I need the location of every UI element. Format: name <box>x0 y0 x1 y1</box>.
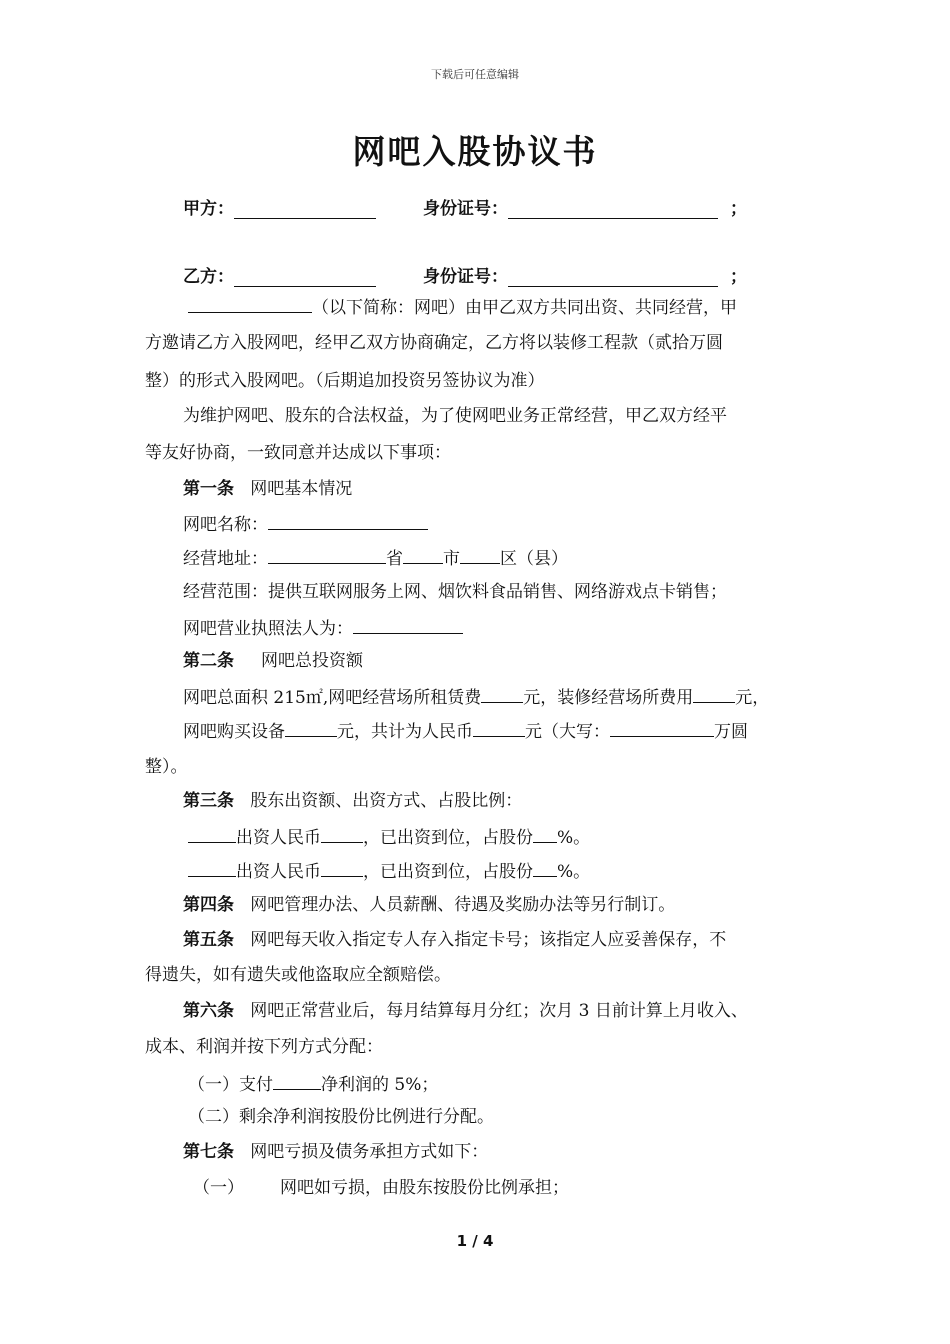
article-6 <box>183 999 748 1023</box>
address-blank-2 <box>403 545 443 564</box>
shareholder-1-text-a: 出资人民币 <box>236 828 321 848</box>
shareholder-line-1 <box>188 824 590 850</box>
article-2-line-2 <box>183 718 748 744</box>
legal-person-line <box>183 615 463 641</box>
article-5-text-1: 网吧每天收入指定专人存入指定卡号；该指定人应妥善保存，不 <box>250 930 727 950</box>
party-a-id-label: 身份证号： <box>423 199 508 219</box>
article-2-label: 第二条 <box>183 651 234 671</box>
netbar-name-label: 网吧名称： <box>183 515 268 535</box>
shareholder-2-text-c: %。 <box>557 862 591 882</box>
address-province: 省 <box>386 549 403 569</box>
rent-blank <box>481 684 523 703</box>
party-b-label: 乙方： <box>183 267 234 287</box>
address-blank-3 <box>460 545 500 564</box>
shareholder-1-share-blank <box>533 824 557 843</box>
address-city: 市 <box>443 549 460 569</box>
shareholder-2-amount-blank <box>321 858 363 877</box>
shareholder-1-amount-blank <box>321 824 363 843</box>
intro-line-5: 等友好协商，一致同意并达成以下事项： <box>145 443 451 463</box>
shareholder-2-text-a: 出资人民币 <box>236 862 321 882</box>
article-2-text-1c: 元， <box>735 688 770 708</box>
article-3-title: 股东出资额、出资方式、占股比例： <box>250 791 523 811</box>
article-1-label: 第一条 <box>183 479 234 499</box>
shareholder-2-share-blank <box>533 858 557 877</box>
article-6-item-1-text-b: 净利润的 5%； <box>321 1075 439 1095</box>
article-6-item-2: （二）剩余净利润按股份比例进行分配。 <box>188 1107 494 1127</box>
article-5 <box>183 928 726 952</box>
renovation-blank <box>693 684 735 703</box>
shareholder-2-name-blank <box>188 858 236 877</box>
management-fee-blank <box>273 1071 321 1090</box>
article-7-title: 网吧亏损及债务承担方式如下： <box>250 1142 489 1162</box>
article-1-title: 网吧基本情况 <box>250 479 353 499</box>
netbar-name-blank <box>188 294 312 313</box>
article-3-heading <box>183 789 522 813</box>
address-line <box>183 545 568 571</box>
document-title: 网吧入股协议书 <box>352 132 598 171</box>
party-b-end: ； <box>730 267 747 287</box>
address-blank-1 <box>268 545 386 564</box>
article-2-text-1b: 元，装修经营场所费用 <box>523 688 694 708</box>
intro-line-4: 为维护网吧、股东的合法权益，为了使网吧业务正常经营，甲乙双方经平 <box>183 406 727 426</box>
article-2-text-2d: 万圆 <box>714 722 748 742</box>
article-7-label: 第七条 <box>183 1142 234 1162</box>
article-2-title: 网吧总投资额 <box>261 651 364 671</box>
party-a-row <box>183 194 747 219</box>
intro-line-1 <box>188 294 737 320</box>
article-6-line-2: 成本、利润并按下列方式分配： <box>145 1037 383 1057</box>
article-3-label: 第三条 <box>183 791 234 811</box>
article-6-label: 第六条 <box>183 1001 234 1021</box>
page-number: 1 / 4 <box>456 1232 494 1250</box>
article-5-line-2: 得遗失，如有遗失或他盗取应全额赔偿。 <box>145 965 451 985</box>
article-2-heading <box>183 649 363 673</box>
equipment-blank <box>285 718 337 737</box>
party-a-id-field <box>423 194 718 219</box>
shareholder-line-2 <box>188 858 590 884</box>
article-7-item-1-text-a: （一） <box>193 1178 244 1198</box>
article-2-text-1a: 网吧总面积 215㎡,网吧经营场所租赁费 <box>183 688 482 708</box>
intro-line-2: 方邀请乙方入股网吧，经甲乙双方协商确定，乙方将以装修工程款（贰拾万圆 <box>145 333 723 353</box>
total-blank <box>473 718 525 737</box>
legal-person-label: 网吧营业执照法人为： <box>183 619 353 639</box>
article-2-text-2c: 元（大写： <box>525 722 610 742</box>
article-1-heading <box>183 477 352 501</box>
party-b-id-label: 身份证号： <box>423 267 508 287</box>
article-7-item-1-text-b: 网吧如亏损，由股东按股份比例承担； <box>280 1178 569 1198</box>
article-2-line-3: 整）。 <box>145 757 188 777</box>
netbar-name-field-blank <box>268 511 428 530</box>
party-a-end: ； <box>730 199 747 219</box>
shareholder-2-text-b: ，已出资到位，占股份 <box>363 862 533 882</box>
article-5-label: 第五条 <box>183 930 234 950</box>
total-capital-blank <box>610 718 714 737</box>
party-a-id-blank <box>508 200 718 219</box>
intro-line-3: 整）的形式入股网吧。（后期追加投资另签协议为准） <box>145 371 545 391</box>
shareholder-1-text-c: %。 <box>557 828 591 848</box>
party-b-name-blank <box>234 268 376 287</box>
article-4-text: 网吧管理办法、人员薪酬、待遇及奖励办法等另行制订。 <box>250 895 676 915</box>
legal-person-blank <box>353 615 463 634</box>
party-b-id-blank <box>508 268 718 287</box>
article-2-line-1 <box>183 684 769 710</box>
party-a-label: 甲方： <box>183 199 234 219</box>
article-7-item-1 <box>193 1176 569 1200</box>
shareholder-1-name-blank <box>188 824 236 843</box>
party-b-id-field <box>423 262 718 287</box>
article-2-text-2b: 元，共计为人民币 <box>337 722 473 742</box>
party-b-row <box>183 262 747 287</box>
article-4 <box>183 893 675 917</box>
party-a-name-blank <box>234 200 376 219</box>
netbar-name-line <box>183 511 428 537</box>
article-7-heading <box>183 1140 488 1164</box>
intro-text-1: （以下简称：网吧）由甲乙双方共同出资、共同经营，甲 <box>312 298 737 318</box>
article-2-text-2a: 网吧购买设备 <box>183 722 285 742</box>
header-note: 下载后可任意编辑 <box>431 68 519 81</box>
article-4-label: 第四条 <box>183 895 234 915</box>
business-scope-line: 经营范围：提供互联网服务上网、烟饮料食品销售、网络游戏点卡销售； <box>183 582 727 602</box>
address-district: 区（县） <box>500 549 568 569</box>
article-6-text-1: 网吧正常营业后，每月结算每月分红；次月 3 日前计算上月收入、 <box>250 1001 748 1021</box>
shareholder-1-text-b: ，已出资到位，占股份 <box>363 828 533 848</box>
article-6-item-1-text-a: （一）支付 <box>188 1075 273 1095</box>
article-6-item-1 <box>188 1071 438 1097</box>
address-label: 经营地址： <box>183 549 268 569</box>
